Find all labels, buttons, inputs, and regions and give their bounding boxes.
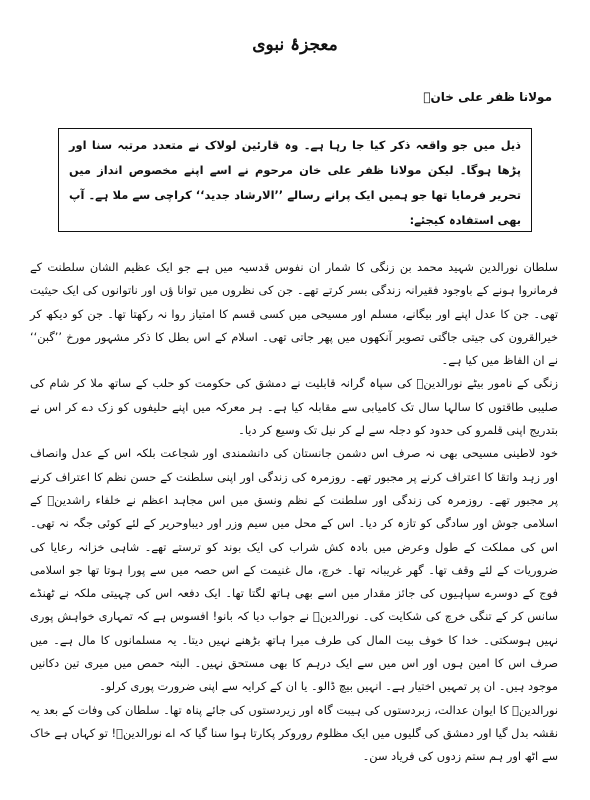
paragraph: نورالدینؒ کا ایوان عدالت، زبردستوں کی ہیبت گاہ اور زیردستوں کی جائے پناہ تھا۔ سلطان کی وفات کے بعد یہ نقشہ بدل گیا اور دمشق کی گلیوں میں ایک مظلوم روروکر پکارتا ہوا سنا گیا کہ اے نورالدینؒ! تو کہاں ہے خاک سے اٹھ اور ہم ستم زدوں کی فریاد سن۔ xyxy=(30,702,558,764)
article-title: معجزۂ نبوی xyxy=(252,35,338,55)
paragraph: زنگی کے نامور بیٹے نورالدینؒ کی سپاہ گرانہ قابلیت نے دمشق کی حکومت کو حلب کے ساتھ ملا کر شام کی صلیبی طاقتوں کا سالہا سال تک کامیابی سے مقابلہ کیا ہے۔ ہر معرکہ میں اپنے حلیفوں کو زک دے کر اس نے بتدریج اپنی قلمرو کی حدود کو دجلہ سے لے کر نیل تک وسیع کر دیا۔ xyxy=(30,376,558,438)
author-name: مولانا ظفر علی خانؒ xyxy=(423,90,552,104)
intro-note-box xyxy=(58,128,532,232)
paragraph: خود لاطینی مسیحی بھی نہ صرف اس دشمن جانستان کی دانشمندی اور شجاعت بلکہ اس کے عدل وانصاف اور زہد واتقا کا اعتراف کرنے پر مجبور تھے۔ روزمرہ کی زندگی اور اپنی سلطنت کے حسن نظم کا اعتراف کرنے پر مجبور تھے۔ روزمرہ کی زندگی اور سلطنت کے نظم ونسق میں اس مجاہد اعظم نے خلفاء راشدینؓ کے اسلامی جوش اور سادگی کو تازہ کر دیا۔ اس کے محل میں سیم وزر اور دیباوحریر کے لئے کوئی جگہ نہ تھی۔ اس کی مملکت کے طول وعرض میں بادہ کش شراب کی ایک بوند کو ترستے تھے۔ شاہی خزانہ رعایا کی ضروریات کے لئے وقف تھا۔ گھر غریبانہ تھا۔ خرچ، مال غنیمت کے اس حصہ میں سے پورا ہوتا تھا جو اسلامی فوج کے دوسرے سپاہیوں کی جائز مقدار میں اسے بھی ہاتھ لگتا تھا۔ ایک دفعہ اس کی چہیتی ملکہ نے ٹھنڈے سانس کر کے تنگی خرچ کی شکایت کی۔ نورالدینؒ نے جواب دیا کہ بانو! افسوس ہے کہ تمہاری خواہش پوری نہیں ہوسکتی۔ خدا کا خوف بیت المال کی طرف میرا ہاتھ بڑھنے نہیں دیتا۔ یہ مسلمانوں کا مال ہے۔ میں صرف اس کا امین ہوں اور اس میں سے ایک درہم کا بھی مستحق نہیں۔ البتہ حمص میں میری تین دکانیں موجود ہیں۔ ان پر تمہیں اختیار ہے۔ انہیں بیچ ڈالو۔ یا ان کے کرایہ سے اپنی ضرورت پوری کرلو۔ xyxy=(30,446,558,694)
article-body xyxy=(30,256,558,769)
paragraph: سلطان نورالدین شہید محمد بن زنگی کا شمار ان نفوس قدسیہ میں ہے جو ایک عظیم الشان سلطنت کے فرمانروا ہونے کے باوجود فقیرانہ زندگی بسر کرتے تھے۔ جن کی نظروں میں توانا ؤں اور ناتوانوں کی ایک حیثیت تھی۔ جن کا عدل اپنے اور بیگانے، مسلم اور مسیحی میں کسی قسم کا امتیاز روا نہ رکھتا تھا۔ جن کو دیکھ کر خیرالقرون کی جیتی جاگتی تصویر آنکھوں میں پھر جاتی تھی۔ اسلام کے اس بطل کا ذکر مشہور مورخ ’’گبن‘‘ نے ان الفاظ میں کیا ہے۔ xyxy=(30,260,558,368)
intro-note-text: ذیل میں جو واقعہ ذکر کیا جا رہا ہے۔ وہ قارئین لولاک نے متعدد مرتبہ سنا اور پڑھا ہوگا۔ لیکن مولانا ظفر علی خان مرحوم نے اسے اپنے مخصوص انداز میں تحریر فرمایا تھا جو ہمیں ایک پرانے رسالے ’’الارشاد جدید‘‘ کراچی سے ملا ہے۔ آپ بھی استفادہ کیجئے: xyxy=(69,138,521,227)
